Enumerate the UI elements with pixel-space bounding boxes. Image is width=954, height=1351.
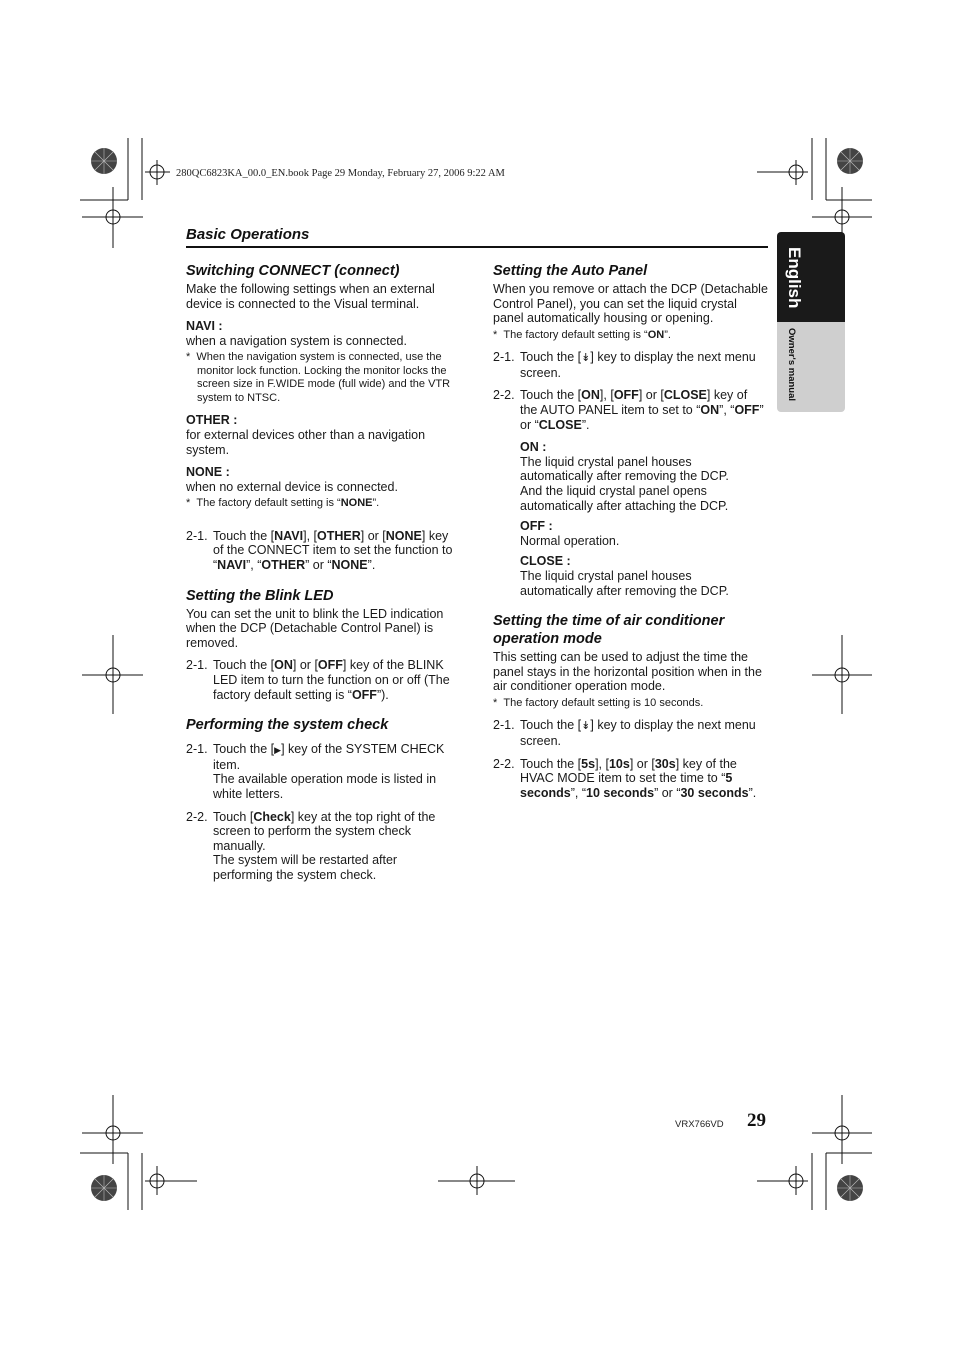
left-column [186,262,460,883]
autopanel-step-2: 2-2. Touch the [ON], [OFF] or [CLOSE] key of the AUTO PANEL item to set to “ON”, “OFF” or “CLOSE”. [493,388,764,432]
autopanel-default-note: * The factory default setting is “ON”. [493,328,671,341]
close-option: CLOSE : The liquid crystal panel houses automatically after removing the DCP. [520,554,729,598]
blink-intro: You can set the unit to blink the LED indication when the DCP (Detachable Control Panel) is removed. [186,606,444,650]
autopanel-intro: When you remove or attach the DCP (Detachable Control Panel), you can set the liquid crystal panel automatically housing or opening. [493,282,768,326]
syscheck-step-2: 2-2. Touch [Check] key at the top right of the screen to perform the system check manually. The system will be restarted after performing the system check. [186,809,436,882]
aircon-heading: Setting the time of air conditioner operation mode [493,613,725,648]
blink-heading: Setting the Blink LED [186,587,334,604]
on-option: ON : The liquid crystal panel houses automatically after removing the DCP. And the liquid crystal panel opens automatically after attaching the DCP. [520,440,729,513]
language-label: English [785,247,804,309]
syscheck-step-1: 2-1. Touch the [▶] key of the SYSTEM CHECK item. The available operation mode is listed in white letters. [186,742,445,801]
next-page-icon: ↡ [581,720,591,733]
aircon-default-note: * The factory default setting is 10 seconds. [493,696,704,709]
navi-label: NAVI : [186,319,223,334]
other-text: for external devices other than a navigation system. [186,427,426,457]
syscheck-heading: Performing the system check [186,717,389,734]
page-number: 29 [747,1110,766,1131]
other-label: OTHER : [186,413,238,428]
section-rule [186,246,768,248]
none-label: NONE : [186,465,230,480]
aircon-intro: This setting can be used to adjust the time the panel stays in the horizontal position when in the air conditioner operation mode. [493,650,762,694]
autopanel-step-1: 2-1. Touch the [↡] key to display the next menu screen. [493,350,756,380]
navi-note: * When the navigation system is connected, use the monitor lock function. Locking the monitor locks the screen size in F.WIDE mode (full wide) and the VTR system to NTSC. [186,351,451,404]
book-info-line: 280QC6823KA_00.0_EN.book Page 29 Monday, February 27, 2006 9:22 AM [176,168,505,179]
right-column [493,262,768,800]
switching-intro: Make the following settings when an external device is connected to the Visual terminal. [186,282,435,311]
section-title: Basic Operations [186,226,310,243]
off-option: OFF : Normal operation. [520,519,620,548]
play-icon: ▶ [274,745,282,756]
blink-step: 2-1. Touch the [ON] or [OFF] key of the BLINK LED item to turn the function on or off (The factory default setting is “OFF”). [186,658,450,702]
aircon-step-2: 2-2. Touch the [5s], [10s] or [30s] key of the HVAC MODE item to set the time to “5 seconds”, “10 seconds” or “30 seconds”. [493,756,757,800]
aircon-step-1: 2-1. Touch the [↡] key to display the next menu screen. [493,718,756,749]
manual-label: Owner's manual [786,328,797,402]
model-number: VRX766VD [675,1119,724,1130]
none-text: when no external device is connected. [186,479,398,494]
navi-text: when a navigation system is connected. [186,333,407,348]
connect-step: 2-1. Touch the [NAVI], [OTHER] or [NONE] key of the CONNECT item to set the function to “NAVI”, “OTHER” or “NONE”. [186,528,453,573]
connect-default-note: * The factory default setting is “NONE”. [186,497,380,510]
switching-heading: Switching CONNECT (connect) [186,263,400,279]
next-page-icon: ↡ [581,352,591,365]
autopanel-heading: Setting the Auto Panel [493,263,648,279]
